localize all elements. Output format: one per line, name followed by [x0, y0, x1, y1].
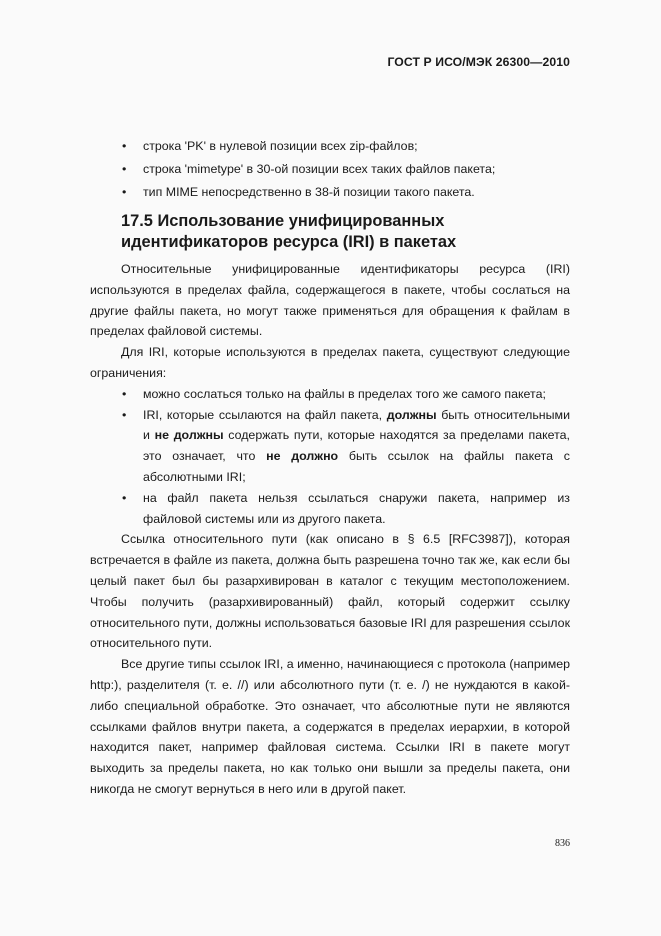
paragraph: Для IRI, которые используются в пределах пакета, существуют следующие ограничения:	[90, 345, 570, 380]
list-item: • на файл пакета нельзя ссылаться снаружи пакета, например из файловой системы или из другого пакета.	[90, 488, 570, 530]
paragraph: Относительные унифицированные идентификаторы ресурса (IRI) используются в пределах файла, содержащегося в пакете, чтобы сослаться на другие файлы пакета, но могут также применяться для обращения к файлам в пределах файловой системы.	[90, 262, 570, 339]
bullet-icon: •	[122, 490, 127, 505]
list-item: • строка 'mimetype' в 30-ой позиции всех таких файлов пакета;	[90, 158, 570, 181]
list-item: • строка 'PK' в нулевой позиции всех zip-файлов;	[90, 135, 570, 158]
section-title-line2: идентификаторов ресурса (IRI) в пакетах	[121, 233, 457, 251]
bullet-icon: •	[122, 386, 127, 401]
emphasis: должны	[386, 407, 437, 422]
emphasis: не должны	[154, 428, 224, 443]
top-bullet-list	[90, 135, 570, 203]
bullet-icon: •	[122, 407, 127, 422]
bullet-icon: •	[122, 161, 127, 176]
list-item: • IRI, которые ссылаются на файл пакета, должны быть относительными и не должны содержать пути, которые находятся за пределами пакета, это означает, что не должно быть ссылок на файлы пакета с абсолютными IRI;	[90, 405, 570, 488]
restrictions-list	[90, 384, 570, 530]
bullet-icon: •	[122, 139, 127, 153]
section-number: 17.5	[121, 212, 153, 230]
list-item: • можно сослаться только на файлы в пределах того же самого пакета;	[90, 384, 570, 405]
page-number: 836	[555, 838, 570, 849]
section-body	[90, 259, 570, 800]
paragraph: Ссылка относительного пути (как описано в § 6.5 [RFC3987]), которая встречается в файле из пакета, должна быть разрешена точно так же, как если бы целый пакет был бы разархивирован в каталог с текущим местоположением. Чтобы получить (разархивированный) файл, который содержит ссылку относительного пути, должны использоваться базовые IRI для разрешения ссылок относительного пути.	[90, 532, 570, 651]
standard-header: ГОСТ Р ИСО/МЭК 26300—2010	[387, 55, 570, 69]
section-title-line1: Использование унифицированных	[157, 212, 445, 230]
bullet-icon: •	[122, 184, 127, 199]
paragraph: Все другие типы ссылок IRI, а именно, начинающиеся с протокола (например http:), разделителя (т. е. //) или абсолютного пути (т. е. /) не нуждаются в какой-либо специальной обработке. Это означает, что абсолютные пути не являются ссылками файлов внутри пакета, а содержатся в пределах иерархии, в которой находится пакет, например файловая система. Ссылки IRI в пакете могут выходить за пределы пакета, но как только они вышли за пределы пакета, они никогда не смогут вернуться в него или в другой пакет.	[90, 657, 570, 796]
section-heading	[121, 211, 456, 253]
emphasis: не должно	[266, 449, 339, 464]
list-item: • тип MIME непосредственно в 38-й позиции такого пакета.	[90, 181, 570, 204]
